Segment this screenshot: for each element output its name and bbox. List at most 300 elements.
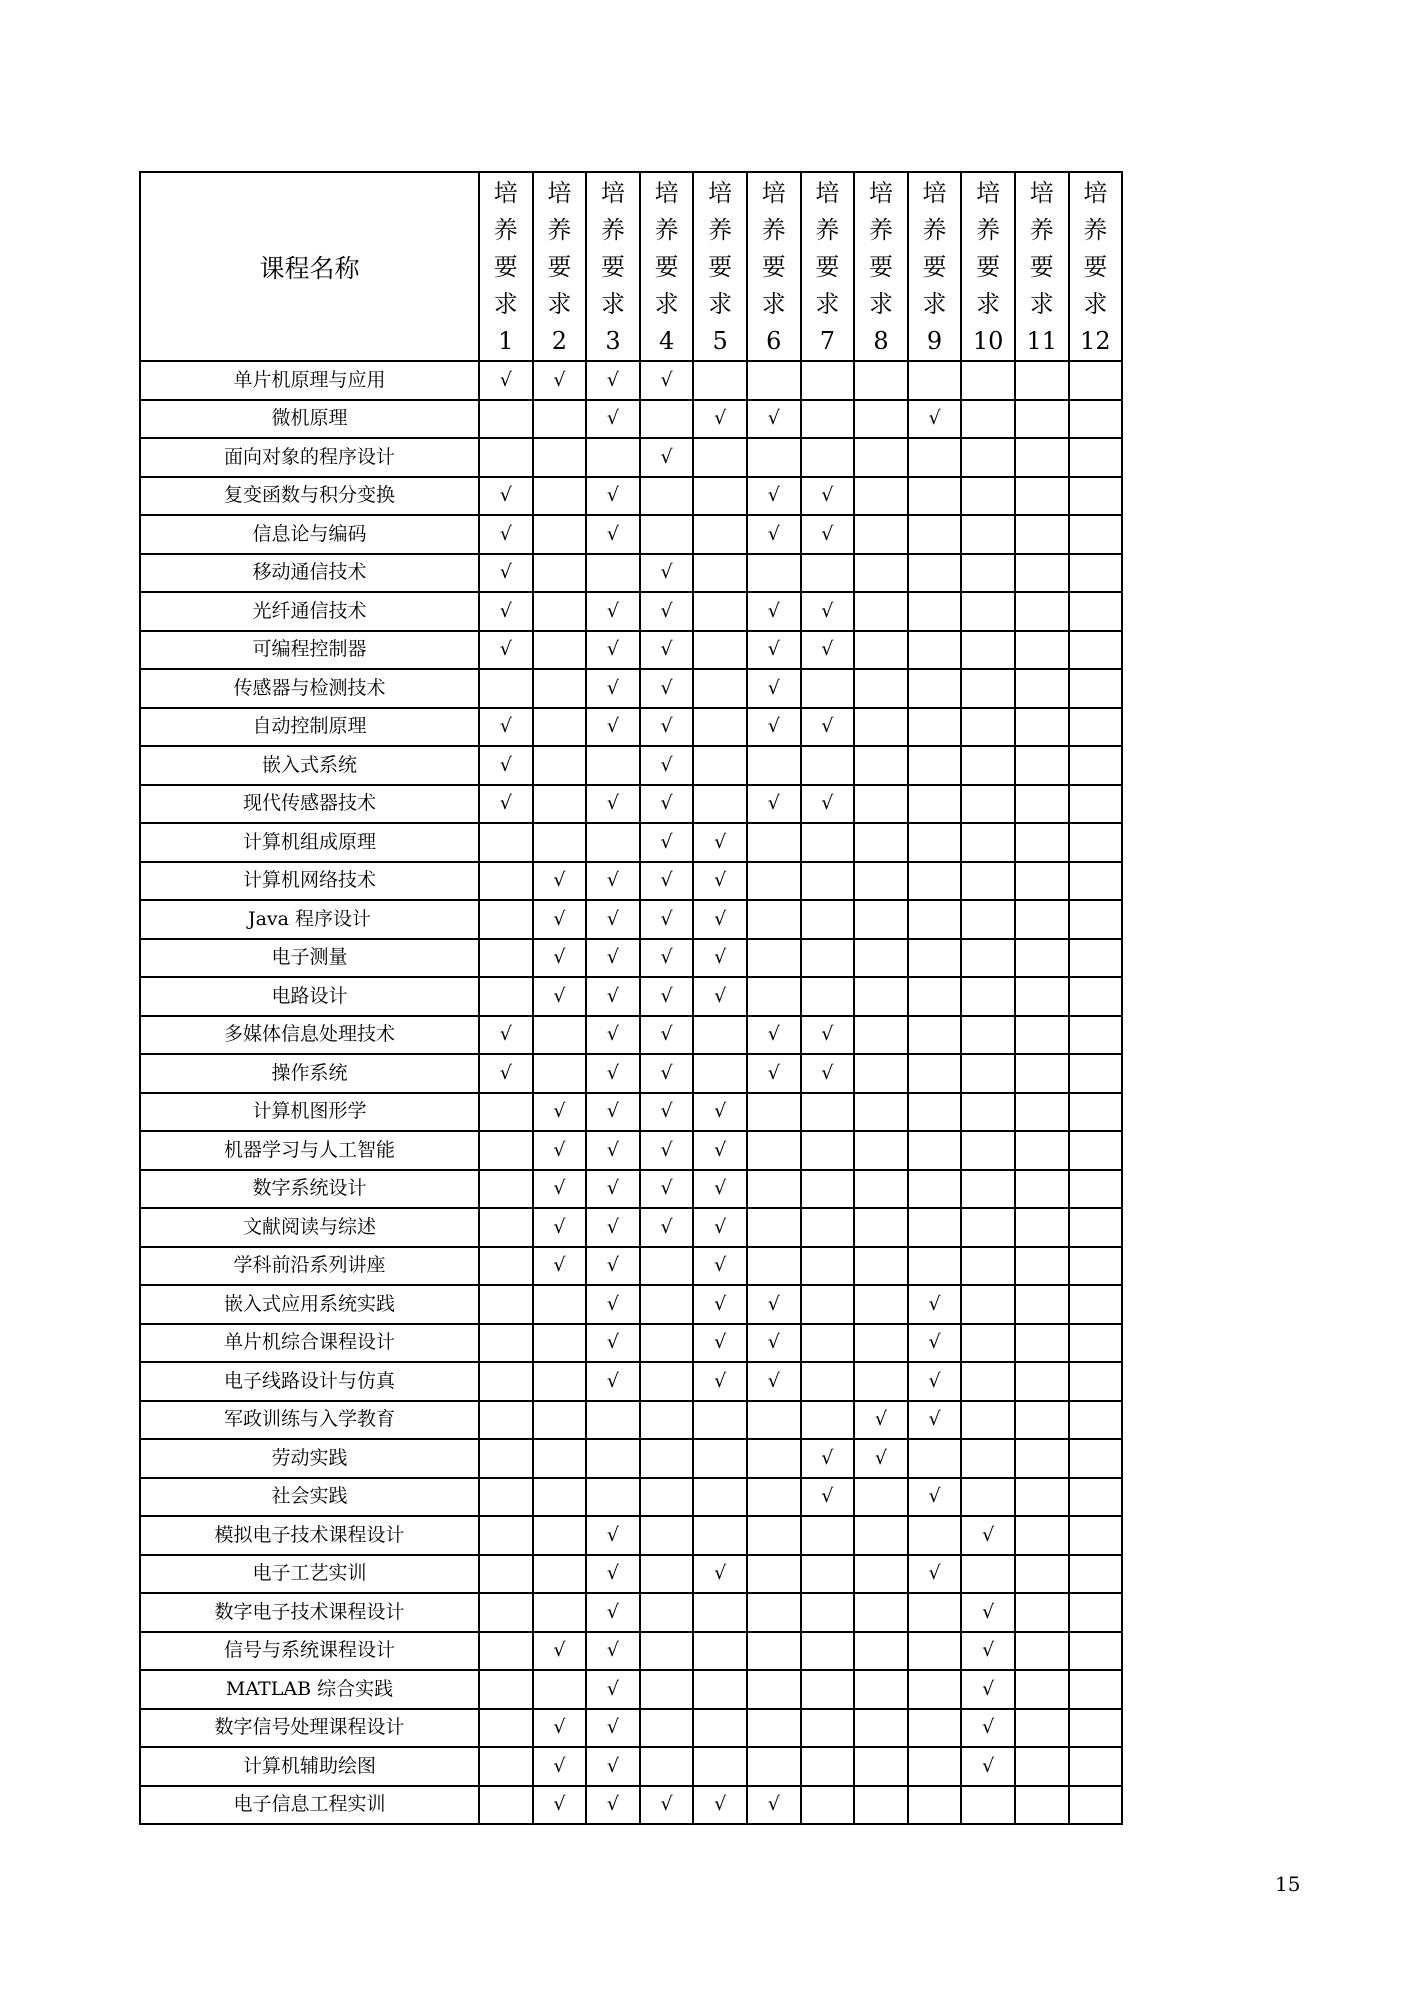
requirement-mark-cell: √ — [908, 400, 962, 439]
requirement-mark-cell: √ — [479, 631, 533, 670]
requirement-mark-cell — [586, 554, 640, 593]
requirement-mark-cell — [1015, 746, 1069, 785]
requirement-mark-cell: √ — [693, 900, 747, 939]
requirement-mark-cell — [801, 1131, 855, 1170]
requirement-header-6 — [747, 172, 801, 361]
table-row — [140, 1362, 1122, 1401]
requirement-mark-cell: √ — [586, 1093, 640, 1132]
requirement-mark-cell — [640, 515, 694, 554]
requirement-mark-cell — [693, 477, 747, 516]
requirement-mark-cell — [908, 1016, 962, 1055]
requirement-mark-cell — [1069, 1324, 1123, 1363]
requirement-mark-cell: √ — [479, 1016, 533, 1055]
requirement-mark-cell: √ — [908, 1362, 962, 1401]
requirement-mark-cell — [1069, 1285, 1123, 1324]
requirement-mark-cell: √ — [586, 1324, 640, 1363]
requirement-mark-cell — [801, 862, 855, 901]
requirement-mark-cell — [1069, 746, 1123, 785]
requirement-mark-cell — [747, 1555, 801, 1594]
requirement-mark-cell — [747, 939, 801, 978]
requirement-mark-cell — [961, 515, 1015, 554]
course-name-cell: 社会实践 — [140, 1478, 479, 1517]
requirement-mark-cell — [693, 1632, 747, 1671]
requirement-mark-cell — [1069, 669, 1123, 708]
requirement-mark-cell: √ — [586, 785, 640, 824]
requirement-mark-cell: √ — [961, 1516, 1015, 1555]
requirement-mark-cell — [479, 900, 533, 939]
requirement-mark-cell: √ — [801, 592, 855, 631]
requirement-mark-cell — [854, 1093, 908, 1132]
requirement-mark-cell — [533, 708, 587, 747]
requirement-mark-cell — [640, 1401, 694, 1440]
requirement-mark-cell — [1069, 1555, 1123, 1594]
requirement-mark-cell — [1015, 1093, 1069, 1132]
requirement-mark-cell — [586, 823, 640, 862]
requirement-mark-cell — [747, 554, 801, 593]
requirement-mark-cell: √ — [586, 400, 640, 439]
requirement-mark-cell: √ — [747, 1324, 801, 1363]
requirement-mark-cell: √ — [640, 746, 694, 785]
requirement-mark-cell — [801, 1786, 855, 1825]
table-row — [140, 438, 1122, 477]
requirement-mark-cell — [747, 438, 801, 477]
matrix-body — [140, 361, 1122, 1824]
requirement-mark-cell — [961, 708, 1015, 747]
requirement-mark-cell: √ — [801, 1016, 855, 1055]
requirement-mark-cell: √ — [747, 1362, 801, 1401]
requirement-mark-cell — [854, 477, 908, 516]
requirement-mark-cell — [479, 400, 533, 439]
course-name-cell: 数字信号处理课程设计 — [140, 1709, 479, 1748]
requirement-mark-cell — [908, 1670, 962, 1709]
requirement-mark-cell — [533, 1362, 587, 1401]
table-row — [140, 1439, 1122, 1478]
requirement-mark-cell: √ — [586, 1709, 640, 1748]
requirement-mark-cell — [693, 1016, 747, 1055]
requirement-mark-cell — [801, 900, 855, 939]
requirement-mark-cell: √ — [586, 1170, 640, 1209]
requirement-mark-cell — [961, 900, 1015, 939]
requirement-mark-cell — [908, 939, 962, 978]
requirement-mark-cell — [479, 862, 533, 901]
requirement-mark-cell — [854, 631, 908, 670]
requirement-mark-cell — [854, 1516, 908, 1555]
requirement-mark-cell — [1015, 515, 1069, 554]
requirement-mark-cell — [854, 1208, 908, 1247]
requirement-mark-cell: √ — [693, 400, 747, 439]
requirement-mark-cell: √ — [693, 1131, 747, 1170]
requirement-mark-cell: √ — [908, 1285, 962, 1324]
requirement-mark-cell: √ — [961, 1593, 1015, 1632]
requirement-mark-cell — [747, 1670, 801, 1709]
requirement-mark-cell: √ — [586, 1208, 640, 1247]
requirement-mark-cell — [1015, 1786, 1069, 1825]
requirement-mark-cell — [961, 669, 1015, 708]
table-row — [140, 1285, 1122, 1324]
requirement-mark-cell: √ — [640, 438, 694, 477]
course-name-cell: 数字电子技术课程设计 — [140, 1593, 479, 1632]
requirement-mark-cell — [479, 1670, 533, 1709]
requirement-mark-cell: √ — [640, 554, 694, 593]
requirement-mark-cell — [747, 1632, 801, 1671]
requirement-mark-cell: √ — [640, 1131, 694, 1170]
requirement-mark-cell — [1069, 939, 1123, 978]
requirement-mark-cell: √ — [747, 708, 801, 747]
requirement-mark-cell — [801, 746, 855, 785]
course-name-cell: MATLAB 综合实践 — [140, 1670, 479, 1709]
course-name-cell: 机器学习与人工智能 — [140, 1131, 479, 1170]
requirement-mark-cell — [1015, 1747, 1069, 1786]
requirement-mark-cell: √ — [479, 1054, 533, 1093]
requirement-mark-cell — [801, 1516, 855, 1555]
requirement-mark-cell — [908, 1593, 962, 1632]
requirement-mark-cell: √ — [693, 1555, 747, 1594]
requirement-mark-cell — [854, 708, 908, 747]
requirement-mark-cell — [961, 554, 1015, 593]
requirement-header-label: 培 养 要 求 2 — [547, 179, 572, 355]
requirement-mark-cell: √ — [533, 1093, 587, 1132]
requirement-mark-cell: √ — [801, 1054, 855, 1093]
table-row — [140, 1016, 1122, 1055]
requirement-mark-cell — [1015, 1401, 1069, 1440]
requirement-mark-cell — [640, 1632, 694, 1671]
requirement-mark-cell: √ — [640, 1208, 694, 1247]
requirement-mark-cell: √ — [586, 631, 640, 670]
requirement-mark-cell — [693, 592, 747, 631]
course-name-cell: 可编程控制器 — [140, 631, 479, 670]
course-name-cell: 嵌入式系统 — [140, 746, 479, 785]
requirement-mark-cell: √ — [586, 977, 640, 1016]
requirement-mark-cell — [961, 400, 1015, 439]
requirement-mark-cell — [640, 1247, 694, 1286]
requirement-mark-cell — [1015, 1632, 1069, 1671]
requirement-mark-cell — [1015, 977, 1069, 1016]
requirement-mark-cell: √ — [533, 1632, 587, 1671]
requirement-mark-cell: √ — [640, 939, 694, 978]
requirement-mark-cell: √ — [533, 977, 587, 1016]
requirement-mark-cell — [1015, 1593, 1069, 1632]
table-row — [140, 1555, 1122, 1594]
requirement-mark-cell — [479, 1093, 533, 1132]
course-name-cell: 电子线路设计与仿真 — [140, 1362, 479, 1401]
requirement-mark-cell — [801, 939, 855, 978]
requirement-mark-cell — [479, 1401, 533, 1440]
requirement-mark-cell: √ — [747, 669, 801, 708]
requirement-mark-cell — [801, 1709, 855, 1748]
requirement-header-label: 培 养 要 求 9 — [922, 179, 947, 355]
requirement-mark-cell — [479, 1632, 533, 1671]
requirement-mark-cell — [747, 1516, 801, 1555]
requirement-mark-cell — [479, 1555, 533, 1594]
requirement-mark-cell — [1015, 1670, 1069, 1709]
requirement-mark-cell — [1015, 1324, 1069, 1363]
requirement-mark-cell — [533, 1478, 587, 1517]
requirement-mark-cell — [854, 1054, 908, 1093]
requirement-mark-cell — [961, 438, 1015, 477]
requirement-mark-cell — [801, 1362, 855, 1401]
requirement-mark-cell: √ — [693, 1362, 747, 1401]
requirement-mark-cell — [533, 785, 587, 824]
requirement-mark-cell — [908, 862, 962, 901]
requirement-mark-cell — [854, 862, 908, 901]
requirement-mark-cell — [533, 746, 587, 785]
requirement-mark-cell — [693, 1709, 747, 1748]
requirement-mark-cell — [640, 1516, 694, 1555]
requirement-header-12 — [1069, 172, 1123, 361]
requirement-mark-cell — [908, 1439, 962, 1478]
requirement-header-label: 培 养 要 求 5 — [708, 179, 733, 355]
requirement-mark-cell — [961, 1324, 1015, 1363]
requirement-mark-cell — [854, 1478, 908, 1517]
table-row — [140, 592, 1122, 631]
requirement-mark-cell: √ — [640, 669, 694, 708]
requirement-mark-cell — [801, 1324, 855, 1363]
requirement-mark-cell: √ — [640, 708, 694, 747]
requirement-mark-cell — [801, 1555, 855, 1594]
requirement-mark-cell: √ — [586, 1016, 640, 1055]
requirement-mark-cell — [1069, 554, 1123, 593]
requirement-mark-cell — [747, 1439, 801, 1478]
requirement-mark-cell: √ — [640, 361, 694, 400]
requirement-mark-cell — [961, 1439, 1015, 1478]
requirement-mark-cell — [961, 862, 1015, 901]
requirement-mark-cell: √ — [854, 1401, 908, 1440]
requirement-mark-cell — [1015, 1285, 1069, 1324]
requirement-mark-cell — [854, 592, 908, 631]
requirement-mark-cell: √ — [586, 1131, 640, 1170]
requirement-header-5 — [693, 172, 747, 361]
requirement-mark-cell — [1015, 400, 1069, 439]
requirement-mark-cell — [961, 977, 1015, 1016]
requirement-mark-cell — [747, 977, 801, 1016]
table-row — [140, 1516, 1122, 1555]
requirement-mark-cell — [747, 1401, 801, 1440]
requirement-mark-cell — [747, 1131, 801, 1170]
requirement-mark-cell — [479, 438, 533, 477]
requirement-mark-cell — [854, 1131, 908, 1170]
requirement-mark-cell: √ — [586, 1632, 640, 1671]
requirement-mark-cell: √ — [586, 1555, 640, 1594]
course-name-cell: 传感器与检测技术 — [140, 669, 479, 708]
requirement-mark-cell: √ — [640, 977, 694, 1016]
requirement-mark-cell — [693, 631, 747, 670]
requirement-mark-cell — [854, 400, 908, 439]
requirement-mark-cell: √ — [801, 477, 855, 516]
requirement-mark-cell — [908, 1131, 962, 1170]
requirement-mark-cell — [640, 1285, 694, 1324]
table-row — [140, 862, 1122, 901]
course-name-cell: 操作系统 — [140, 1054, 479, 1093]
requirement-mark-cell: √ — [586, 1786, 640, 1825]
requirement-mark-cell — [1069, 1093, 1123, 1132]
requirement-mark-cell — [854, 939, 908, 978]
requirement-mark-cell — [747, 823, 801, 862]
requirement-mark-cell: √ — [586, 1285, 640, 1324]
course-name-cell: 微机原理 — [140, 400, 479, 439]
requirement-mark-cell — [908, 823, 962, 862]
requirement-mark-cell — [693, 1516, 747, 1555]
requirement-mark-cell — [801, 1170, 855, 1209]
requirement-mark-cell — [693, 554, 747, 593]
course-name-cell: 计算机辅助绘图 — [140, 1747, 479, 1786]
requirement-mark-cell — [533, 1401, 587, 1440]
requirement-mark-cell: √ — [908, 1555, 962, 1594]
requirement-mark-cell — [908, 554, 962, 593]
requirement-mark-cell: √ — [586, 708, 640, 747]
requirement-mark-cell — [1069, 1054, 1123, 1093]
requirement-mark-cell — [1069, 515, 1123, 554]
requirement-mark-cell — [961, 1362, 1015, 1401]
requirement-mark-cell — [479, 1131, 533, 1170]
requirement-mark-cell: √ — [693, 1170, 747, 1209]
table-row — [140, 1670, 1122, 1709]
requirement-mark-cell — [586, 746, 640, 785]
requirement-mark-cell — [1015, 1555, 1069, 1594]
requirement-mark-cell: √ — [961, 1670, 1015, 1709]
requirement-mark-cell — [961, 746, 1015, 785]
requirement-header-label: 培 养 要 求 1 — [493, 179, 518, 355]
requirement-mark-cell — [1069, 977, 1123, 1016]
table-row — [140, 1131, 1122, 1170]
requirement-mark-cell: √ — [533, 1208, 587, 1247]
requirement-mark-cell: √ — [640, 1093, 694, 1132]
requirement-mark-cell: √ — [533, 900, 587, 939]
requirement-header-8 — [854, 172, 908, 361]
course-name-cell: 现代传感器技术 — [140, 785, 479, 824]
requirement-mark-cell: √ — [801, 631, 855, 670]
requirement-mark-cell — [854, 1324, 908, 1363]
requirement-mark-cell — [479, 1170, 533, 1209]
requirement-mark-cell — [1069, 1786, 1123, 1825]
requirement-mark-cell: √ — [640, 1016, 694, 1055]
requirement-mark-cell: √ — [747, 1054, 801, 1093]
requirement-mark-cell — [1015, 1709, 1069, 1748]
requirement-mark-cell — [533, 823, 587, 862]
requirement-mark-cell — [908, 592, 962, 631]
requirement-mark-cell — [1015, 939, 1069, 978]
table-row — [140, 977, 1122, 1016]
requirement-mark-cell: √ — [693, 1093, 747, 1132]
requirement-mark-cell — [908, 361, 962, 400]
requirement-mark-cell — [479, 977, 533, 1016]
requirement-mark-cell — [479, 1362, 533, 1401]
requirement-mark-cell — [1069, 361, 1123, 400]
requirement-mark-cell — [801, 554, 855, 593]
course-name-cell: 劳动实践 — [140, 1439, 479, 1478]
requirement-mark-cell — [961, 785, 1015, 824]
requirement-mark-cell — [1015, 477, 1069, 516]
requirement-mark-cell: √ — [586, 900, 640, 939]
requirement-mark-cell: √ — [479, 785, 533, 824]
course-name-cell: 自动控制原理 — [140, 708, 479, 747]
requirement-mark-cell — [747, 361, 801, 400]
table-row — [140, 1247, 1122, 1286]
requirement-mark-cell — [1069, 477, 1123, 516]
requirement-header-label: 培 养 要 求 12 — [1080, 179, 1111, 355]
requirement-mark-cell: √ — [640, 1170, 694, 1209]
requirement-mark-cell — [479, 1247, 533, 1286]
requirement-mark-cell — [908, 708, 962, 747]
requirement-mark-cell — [533, 438, 587, 477]
requirement-mark-cell — [801, 1247, 855, 1286]
requirement-mark-cell: √ — [693, 1786, 747, 1825]
requirement-mark-cell — [1015, 1362, 1069, 1401]
requirement-mark-cell — [693, 669, 747, 708]
requirement-mark-cell — [533, 554, 587, 593]
table-row — [140, 1324, 1122, 1363]
requirement-mark-cell: √ — [801, 785, 855, 824]
requirement-mark-cell: √ — [640, 1786, 694, 1825]
requirement-mark-cell: √ — [908, 1324, 962, 1363]
requirement-mark-cell — [854, 1747, 908, 1786]
requirement-mark-cell: √ — [586, 361, 640, 400]
requirement-mark-cell — [1015, 592, 1069, 631]
table-row — [140, 1786, 1122, 1825]
requirement-mark-cell: √ — [801, 1478, 855, 1517]
requirement-mark-cell — [854, 1285, 908, 1324]
requirement-mark-cell: √ — [533, 862, 587, 901]
requirement-mark-cell — [1015, 900, 1069, 939]
requirement-mark-cell — [908, 900, 962, 939]
table-row — [140, 939, 1122, 978]
requirement-mark-cell — [908, 1709, 962, 1748]
requirement-mark-cell: √ — [961, 1709, 1015, 1748]
requirement-mark-cell — [479, 1324, 533, 1363]
requirement-mark-cell: √ — [693, 1247, 747, 1286]
course-name-cell: 军政训练与入学教育 — [140, 1401, 479, 1440]
course-name-cell: 电路设计 — [140, 977, 479, 1016]
requirement-mark-cell: √ — [533, 939, 587, 978]
requirement-mark-cell — [961, 1170, 1015, 1209]
table-row — [140, 361, 1122, 400]
requirement-mark-cell — [801, 823, 855, 862]
table-row — [140, 1709, 1122, 1748]
requirement-mark-cell — [479, 939, 533, 978]
requirement-mark-cell — [854, 361, 908, 400]
requirement-mark-cell — [533, 1555, 587, 1594]
table-row — [140, 1208, 1122, 1247]
requirement-mark-cell — [1069, 1478, 1123, 1517]
requirement-mark-cell — [961, 592, 1015, 631]
course-name-cell: 面向对象的程序设计 — [140, 438, 479, 477]
requirement-mark-cell — [693, 361, 747, 400]
course-name-cell: 文献阅读与综述 — [140, 1208, 479, 1247]
course-name-cell: 信号与系统课程设计 — [140, 1632, 479, 1671]
requirement-mark-cell: √ — [693, 1285, 747, 1324]
course-requirement-matrix — [139, 171, 1123, 1825]
requirement-mark-cell — [693, 438, 747, 477]
requirement-mark-cell — [1015, 438, 1069, 477]
requirement-mark-cell — [854, 1170, 908, 1209]
table-row — [140, 785, 1122, 824]
requirement-mark-cell — [533, 669, 587, 708]
requirement-mark-cell — [1015, 708, 1069, 747]
requirement-mark-cell: √ — [961, 1747, 1015, 1786]
requirement-mark-cell — [1069, 1170, 1123, 1209]
requirement-header-label: 培 养 要 求 10 — [972, 179, 1004, 355]
requirement-mark-cell: √ — [747, 592, 801, 631]
requirement-mark-cell — [1069, 1401, 1123, 1440]
requirement-mark-cell — [801, 1670, 855, 1709]
requirement-mark-cell — [1069, 400, 1123, 439]
requirement-mark-cell — [1015, 1170, 1069, 1209]
requirement-mark-cell: √ — [533, 361, 587, 400]
requirement-mark-cell — [961, 1786, 1015, 1825]
table-row — [140, 746, 1122, 785]
course-name-cell: 电子工艺实训 — [140, 1555, 479, 1594]
requirement-mark-cell — [1015, 361, 1069, 400]
requirement-mark-cell — [1015, 631, 1069, 670]
